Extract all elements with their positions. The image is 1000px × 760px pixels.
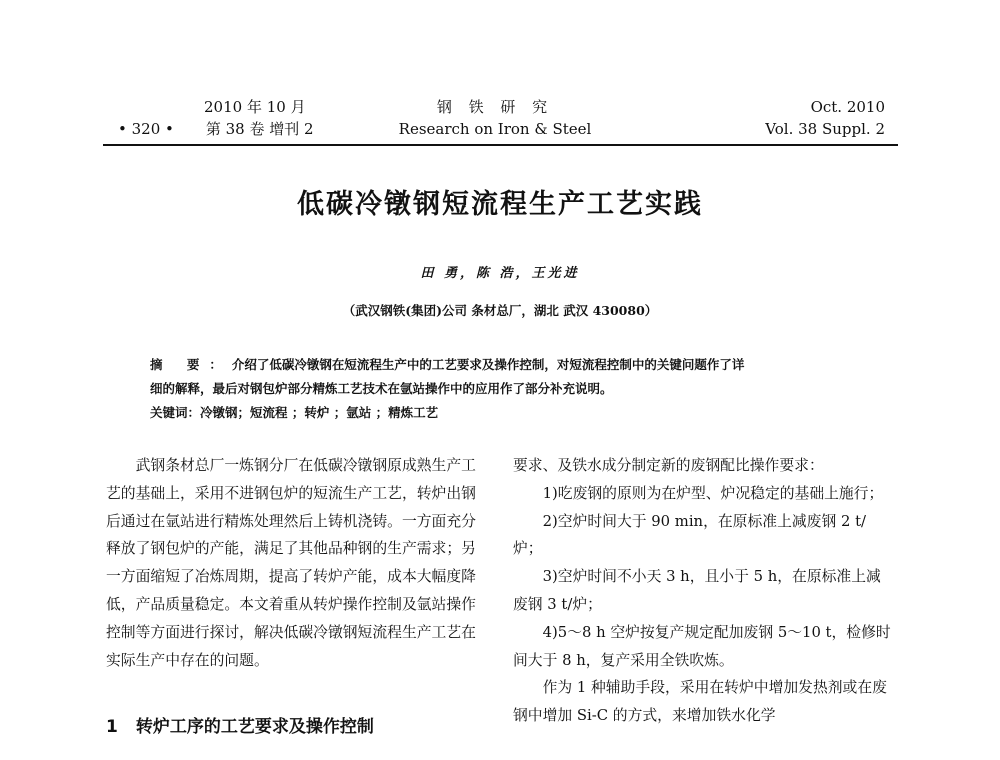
issue-date-en: Oct. 2010 [810, 98, 885, 116]
header-rule [103, 144, 898, 146]
scrap-ratio-intro: 要求、及铁水成分制定新的废钢配比操作要求： [513, 457, 824, 474]
abstract-line-1: 介绍了低碳冷镦钢在短流程生产中的工艺要求及操作控制，对短流程控制中的关键问题作了详 [231, 357, 745, 372]
section-heading-1 [106, 712, 374, 737]
issue-date: 2010 年 10 月 [204, 98, 306, 116]
running-header-journal [380, 96, 610, 140]
section-title: 转炉工序的工艺要求及操作控制 [135, 717, 374, 737]
keywords [150, 402, 850, 424]
author-affiliation: （武汉钢铁(集团)公司 条材总厂，湖北 武汉 430080） [342, 303, 658, 318]
running-header-left [118, 96, 348, 140]
running-header-right [740, 96, 885, 140]
body-column-left [106, 452, 482, 674]
volume-issue-en: Vol. 38 Suppl. 2 [765, 120, 885, 138]
article-title: 低碳冷镦钢短流程生产工艺实践 [297, 189, 703, 220]
section-number: 1 [106, 717, 118, 737]
keywords-text: 冷镦钢；短流程 ；转炉 ；氩站 ；精炼工艺 [200, 405, 439, 420]
body-paragraph: 作为 1 种辅助手段，采用在转炉中增加发热剂或在废钢中增加 Si-C 的方式，来增加铁水化学 [513, 679, 887, 725]
page-number: • 320 • [118, 120, 174, 138]
journal-name-cn: 钢 铁 研 究 [436, 98, 554, 116]
abstract-label: 摘 要： [150, 357, 232, 372]
list-item: 4)5～8 h 空炉按复产规定配加废钢 5～10 t，检修时间大于 8 h，复产采用全铁吹炼。 [513, 623, 891, 669]
abstract [150, 353, 850, 401]
author-list: 田 勇，陈 浩，王光进 [420, 266, 580, 281]
journal-name-en: Research on Iron & Steel [398, 120, 592, 138]
intro-paragraph: 武钢条材总厂一炼钢分厂在低碳冷镦钢原成熟生产工艺的基础上，采用不进钢包炉的短流生产工艺，转炉出钢后通过在氩站进行精炼处理然后上铸机浇铸。一方面充分释放了钢包炉的产能，满足了其他品种钢的生产需求；另一方面缩短了冶炼周期，提高了转炉产能，成本大幅度降低，产品质量稳定。本文着重从转炉操作控制及氩站操作控制等方面进行探讨，解决低碳冷镦钢短流程生产工艺在实际生产中存在的问题。 [106, 457, 476, 669]
list-item: 2)空炉时间大于 90 min，在原标准上减废钢 2 t/炉； [513, 512, 867, 558]
body-column-right [513, 452, 891, 730]
volume-issue-cn: 第 38 卷 增刊 2 [205, 120, 314, 138]
list-item: 1)吃废钢的原则为在炉型、炉况稳定的基础上施行； [542, 484, 884, 502]
list-item: 3)空炉时间不小天 3 h，且小于 5 h，在原标准上减废钢 3 t/炉； [513, 568, 881, 613]
abstract-line-2: 细的解释，最后对钢包炉部分精炼工艺技术在氩站操作中的应用作了部分补充说明。 [150, 381, 613, 396]
keywords-label: 关键词： [150, 405, 201, 420]
